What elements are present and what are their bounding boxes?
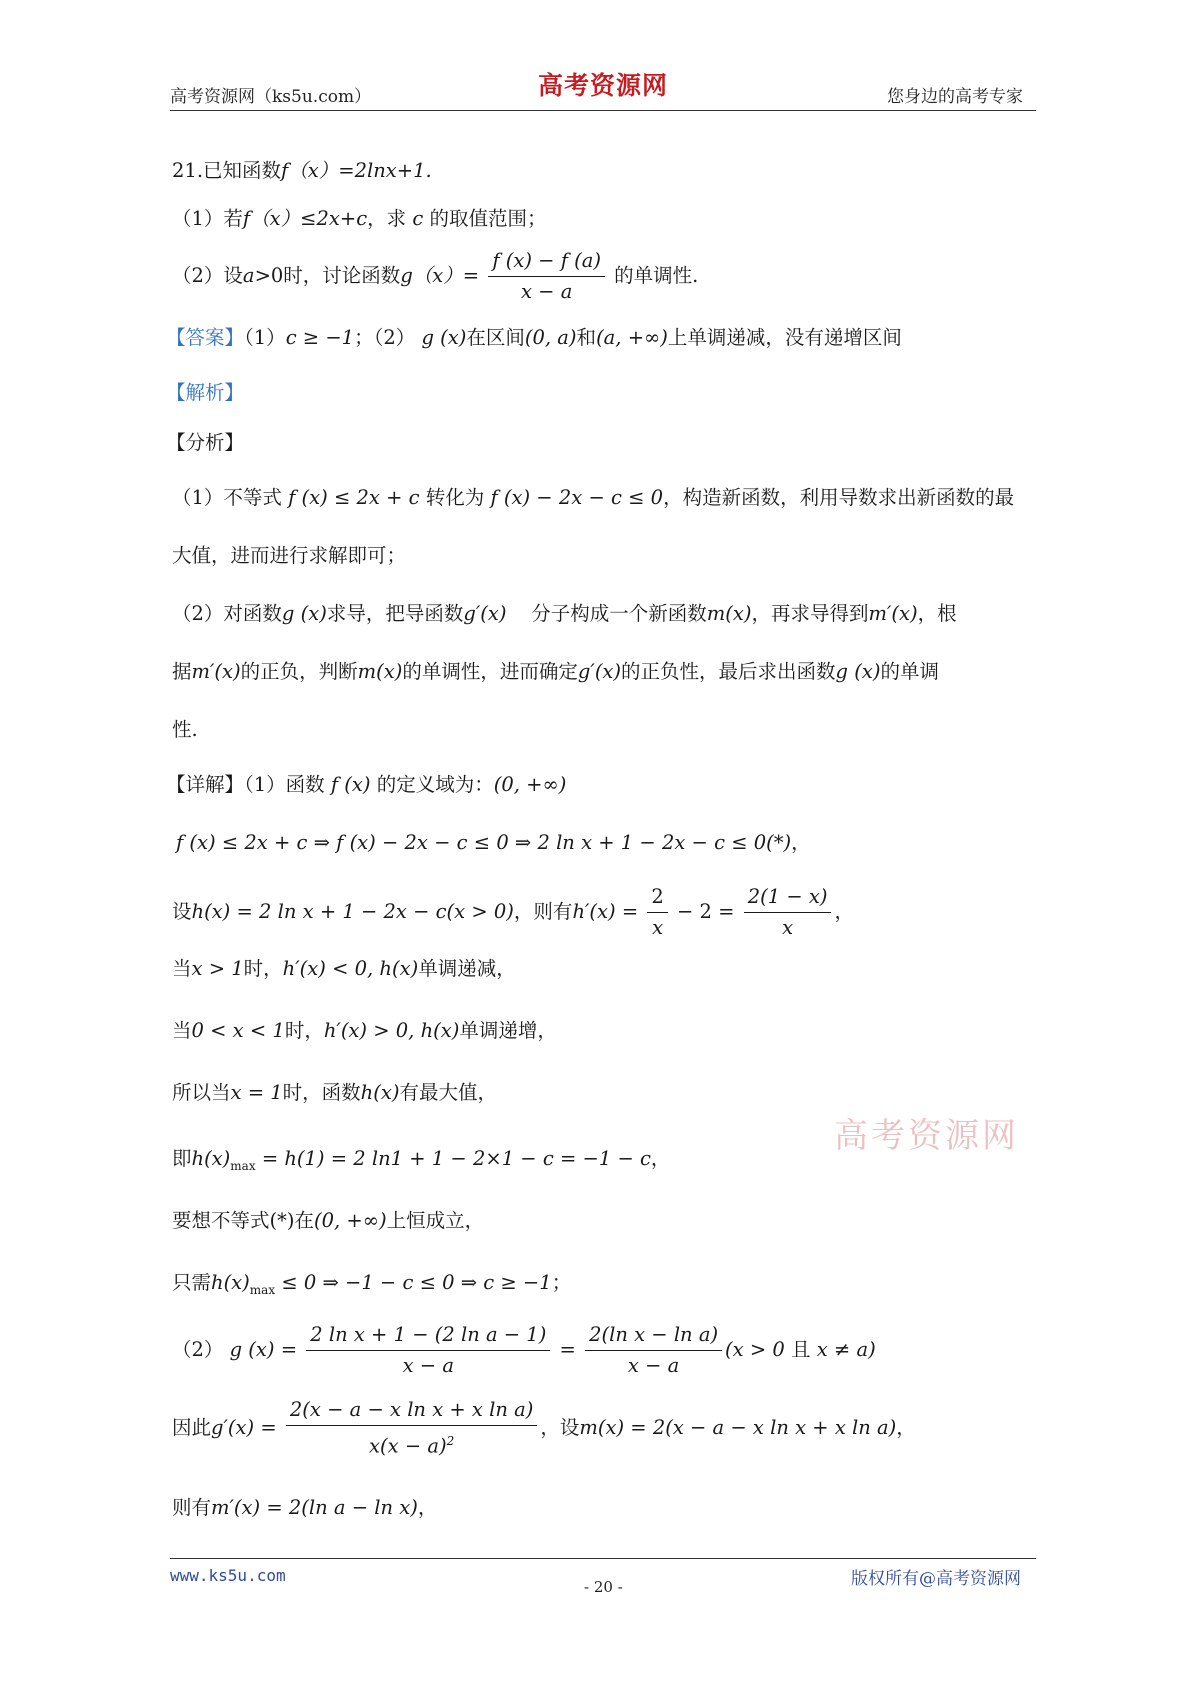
detail-d10-eq: = [559,1338,576,1361]
detail-d3-frac1 [647,884,667,941]
d3-frac2-den: x [744,912,832,941]
part1-var: c [412,207,424,230]
analysis-l4-c: 的单调性，进而确定 [402,660,578,683]
detail-d3-b: ，则有 [513,900,573,923]
analysis-l4-a: 据 [172,660,192,683]
answer-p1: （1） [244,326,286,349]
analysis-l3-e1: g (x) [281,602,327,625]
detail-line-4 [172,956,516,982]
detail-line-9 [172,1270,571,1303]
analysis-l3-a: （2）对函数 [172,602,282,625]
problem-part2 [172,248,698,305]
detail-d6-a: 所以当 [172,1081,231,1104]
header-right: 您身边的高考专家 [887,87,1023,107]
part1-text-b: ，求 [367,207,407,230]
detail-d1-a: （1）函数 [244,773,325,796]
part2-g: g（x）= [400,264,480,287]
fenxi-tag: 【分析】 [166,431,245,454]
d10-frac1-num: 2 ln x + 1 − (2 ln a − 1) [310,1323,547,1346]
analysis-line-1 [172,485,1014,511]
page-number: - 20 - [584,1578,623,1596]
detail-d7-a: 即 [172,1147,192,1170]
part1-text-d: 的取值范围； [429,207,547,230]
part2-var: a [242,264,255,287]
detail-d4-a: 当 [172,957,192,980]
d10-frac1-den: x − a [306,1350,550,1379]
analysis-l1-e2: f (x) − 2x − c ≤ 0 [490,486,664,509]
part2-denominator: x − a [488,276,605,305]
answer-p1-expr: c ≥ −1 [285,326,355,349]
answer-sep: ；（2） [354,326,416,349]
detail-d9-e: h(x) [211,1271,250,1294]
footer-rule [170,1558,1036,1559]
footer-url-link[interactable]: www.ks5u.com [170,1566,286,1585]
detail-d11-e: m(x) = 2(x − a − x ln x + x ln a) [579,1415,897,1439]
detail-d4-e: x > 1 [191,957,244,980]
detail-d8-e: (*) [269,1209,295,1232]
analysis-l1-e1: f (x) ≤ 2x + c [288,486,420,509]
d3-frac2-num: 2(1 − x) [747,885,828,908]
detail-d10-frac2 [585,1322,722,1379]
analysis-l4-b: 的正负，判断 [240,660,358,683]
detail-d3-a: 设 [172,900,192,923]
analysis-l3-e4: m′(x) [868,602,918,625]
detail-d10-frac1 [306,1322,550,1379]
analysis-l3-c: 分子构成一个新函数 [531,602,707,625]
detail-d11-end: ， [896,1415,916,1439]
part2-text-a: （2）设 [172,264,243,287]
d10-frac2-num: 2(ln x − ln a) [589,1323,719,1346]
detail-d12-e: m′(x) = 2(ln a − ln x) [211,1496,418,1519]
watermark: 高考资源网 [834,1116,1019,1156]
detail-d7-e: h(x) [191,1147,231,1170]
detail-tag: 【详解】 [166,773,245,796]
detail-d1-e: f (x) [330,773,371,796]
analysis-l3-e3: m(x) [706,602,752,625]
answer-tag: 【答案】 [166,326,245,349]
part1-text-a: （1）若 [172,207,243,230]
answer-line [166,325,902,351]
analysis-line-4 [172,659,939,685]
detail-d3-e: h(x) = 2 ln x + 1 − 2x − c(x > 0) [191,900,514,923]
detail-d4-b: 时， [243,957,283,980]
detail-d6-e: x = 1 [230,1081,283,1104]
detail-d9-a: 只需 [172,1271,212,1294]
analysis-l3-b: 求导，把导函数 [326,602,464,625]
detail-d11-b: ，设 [540,1415,580,1439]
detail-d8-e2: (0, +∞) [314,1209,387,1232]
detail-d5-e2: h′(x) > 0, h(x) [323,1019,460,1042]
part2-numerator: f (x) − f (a) [492,249,601,272]
d11-frac-den-sup: 2 [446,1434,455,1448]
detail-line-1 [166,772,566,798]
part1-expr: f（x）≤2x+c [242,207,368,230]
detail-d1-b: 的定义域为： [376,773,494,796]
detail-d5-c: 单调递增， [459,1019,557,1042]
analysis-l1-b: 转化为 [425,486,485,509]
analysis-l4-e4: g (x) [835,660,881,683]
detail-d8-c: 上恒成立， [386,1209,485,1232]
answer-t2: 上单调递减，没有递增区间 [667,326,902,349]
answer-t1: 在区间 [466,326,525,349]
d11-frac-num: 2(x − a − x ln x + x ln a) [289,1398,534,1421]
analysis-l3-d: ，再求导得到 [751,602,869,625]
detail-line-5 [172,1018,557,1044]
detail-d10-cond1: (x > 0 [725,1338,785,1361]
part2-text-c: 的单调性. [614,264,699,287]
detail-d6-c: 有最大值， [399,1081,497,1104]
answer-g: g (x) [421,326,467,349]
answer-interval-2: (a, +∞) [596,326,668,349]
problem-title-expr: f（x）=2lnx+1. [281,159,432,182]
part2-text-b: >0时，讨论函数 [254,264,401,287]
analysis-l4-e2: m(x) [357,660,403,683]
detail-d4-e2: h′(x) < 0, h(x) [282,957,419,980]
analysis-line-5: 性. [172,718,198,741]
detail-line-8 [172,1208,484,1234]
analysis-l1-a: （1）不等式 [172,486,282,509]
detail-line-3 [172,884,854,941]
detail-d10-g: g (x) = [229,1338,298,1361]
detail-d3-mid: − 2 = [677,900,735,923]
detail-d8-b: 在 [294,1209,314,1232]
d10-frac2-den: x − a [585,1350,722,1379]
analysis-l4-e1: m′(x) [191,660,241,683]
analysis-l3-e: ，根 [917,602,957,625]
analysis-l3-e2: g′(x) [463,602,507,625]
analysis-l1-c: ，构造新函数，利用导数求出新函数的最 [663,486,1015,509]
header-rule [170,110,1036,111]
detail-d9-sub: max [249,1282,276,1297]
answer-interval-1: (0, a) [524,326,577,349]
detail-d3-e2: h′(x) = [572,900,639,923]
d11-frac-den [286,1425,537,1460]
detail-d12-end: ， [417,1496,438,1519]
detail-line-7 [172,1146,670,1179]
detail-d5-b: 时， [284,1019,324,1042]
analysis-l4-d: 的正负性，最后求出函数 [621,660,836,683]
detail-d7-end: ， [650,1147,671,1170]
detail-d10-a: （2） [172,1338,224,1361]
detail-d10-cond-and: 且 [791,1338,811,1361]
detail-d9-end: ； [551,1271,572,1294]
detail-line-6 [172,1080,497,1106]
detail-d5-a: 当 [172,1019,192,1042]
detail-d2-end: ， [791,831,811,854]
detail-line-11 [172,1397,916,1460]
detail-line-12 [172,1495,437,1521]
detail-d6-e2: h(x) [360,1081,400,1104]
analysis-line-2: 大值，进而进行求解即可； [172,544,407,567]
detail-line-10 [172,1322,876,1379]
footer-copyright: 版权所有@高考资源网 [851,1569,1021,1589]
detail-d3-end: ， [834,900,854,923]
header-left: 高考资源网（ks5u.com） [170,87,372,107]
detail-d11-g: g′(x) = [211,1415,277,1439]
detail-d10-cond2: x ≠ a) [816,1338,876,1361]
answer-and: 和 [576,326,597,349]
detail-d7-e2: = h(1) = 2 ln1 + 1 − 2×1 − c = −1 − c [261,1147,651,1170]
detail-d7-sub: max [230,1158,256,1173]
detail-d6-b: 时，函数 [282,1081,361,1104]
detail-d11-frac [286,1397,537,1460]
part2-fraction [488,248,605,305]
detail-d1-c: (0, +∞) [493,773,567,796]
detail-d8-a: 要想不等式 [172,1209,270,1232]
d11-frac-den-text: x(x − a) [369,1434,447,1458]
detail-d5-e: 0 < x < 1 [191,1019,285,1042]
detail-d4-c: 单调递减， [418,957,516,980]
analysis-l4-e: 的单调 [880,660,939,683]
analysis-line-3 [172,601,957,627]
detail-d3-frac2 [744,884,832,941]
problem-title [172,158,432,184]
header-logo: 高考资源网 [538,71,669,100]
d3-frac1-den: x [647,912,667,941]
detail-d9-e2: ≤ 0 ⇒ −1 − c ≤ 0 ⇒ c ≥ −1 [281,1271,552,1294]
jiexi-tag: 【解析】 [166,381,245,404]
detail-d2-expr: f (x) ≤ 2x + c ⇒ f (x) − 2x − c ≤ 0 ⇒ 2 ln x + 1 − 2x − c ≤ 0(*) [176,831,792,854]
detail-d12-a: 则有 [172,1496,212,1519]
d3-frac1-num: 2 [651,885,664,908]
detail-line-2 [176,830,811,856]
problem-part1 [172,206,547,232]
analysis-l4-e3: g′(x) [577,660,622,683]
detail-d11-a: 因此 [172,1415,212,1439]
problem-title-text: 21.已知函数 [172,159,282,182]
